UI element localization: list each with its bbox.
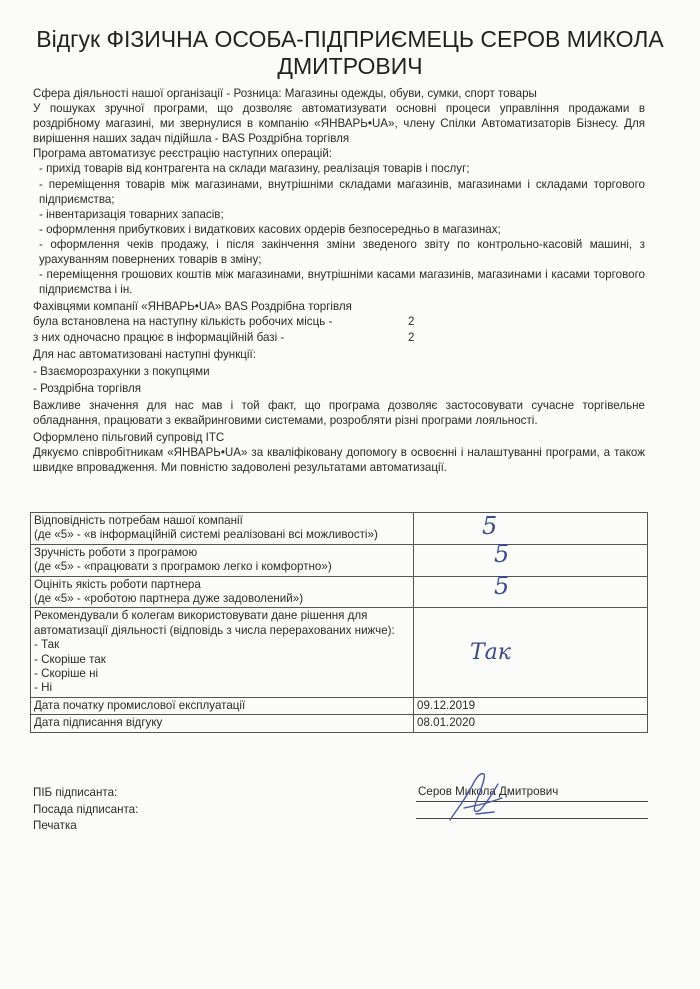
important-paragraph: Важливе значення для нас мав і той факт, що програма дозволяє застосовувати сучасне торгівельне обладнання, працювати з еквайринговими системами, розробляти різні програми лояльності. — [33, 398, 645, 427]
question-cell — [31, 576, 414, 608]
install-line: Фахівцями компанії «ЯНВАРЬ•UA» BAS Роздрібна торгівля — [33, 300, 352, 314]
signer-position-label: Посада підписанта: — [33, 802, 139, 816]
table-row — [31, 697, 648, 714]
operations-heading: Програма автоматизує реєстрацію наступних операцій: — [33, 147, 333, 161]
question-title: Відповідність потребам нашої компанії — [34, 514, 243, 527]
start-date-value: 09.12.2019 — [414, 697, 648, 714]
start-date-label: Дата початку промислової експлуатації — [31, 697, 414, 714]
concurrent-row — [33, 330, 645, 345]
question-hint: (де «5» - «роботою партнера дуже задоволений») — [34, 592, 304, 606]
functions-heading: Для нас автоматизовані наступні функції: — [33, 347, 256, 361]
workplaces-row — [33, 314, 645, 329]
support-line: Оформлено пільговий супровід ІТС — [33, 431, 225, 445]
question-title: Зручність роботи з програмою — [34, 545, 198, 559]
handwritten-answer: 5 — [482, 512, 498, 540]
table-row — [31, 608, 648, 697]
handwritten-answer: Так — [470, 640, 511, 666]
recommend-option: - Скоріше так — [34, 652, 106, 666]
question-cell — [31, 544, 414, 576]
signed-date-label: Дата підписання відгуку — [31, 715, 414, 732]
search-paragraph: У пошуках зручної програми, що дозволяє автоматизувати основні процеси управління продажами в роздрібному магазині, ми звернулися в компанію «ЯНВАРЬ•UA», члену Спілки Автоматизаторів Бізнесу. Для вирішення наших задач підійшла - BAS Роздрібна торгівля — [33, 102, 645, 146]
operation-item: - переміщення товарів між магазинами, внутрішніми складами магазинів, магазинами і складами торгового підприємства; — [39, 177, 645, 206]
concurrent-label: з них одночасно працює в інформаційній базі - — [33, 330, 285, 344]
recommend-option: - Ні — [34, 681, 53, 695]
table-row — [31, 576, 648, 608]
operation-item: - оформлення прибуткових і видаткових касових ордерів безпосередньо в магазинах; — [39, 222, 501, 236]
recommend-option: - Скоріше ні — [34, 667, 99, 681]
workplaces-value: 2 — [408, 315, 415, 329]
stamp-label: Печатка — [33, 819, 77, 832]
handwritten-answer: 5 — [494, 571, 510, 600]
function-item: - Взаєморозрахунки з покупцями — [33, 364, 210, 378]
question-hint: (де «5» - «в інформаційній системі реалізовані всі можливості») — [34, 528, 378, 542]
thanks-paragraph: Дякуємо співробітникам «ЯНВАРЬ•UA» за кваліфіковану допомогу в освоєнні і налаштуванні програми, а також швидке впровадження. Ми повністю задоволені результатами автоматизації. — [33, 446, 645, 475]
document-title: Відгук ФІЗИЧНА ОСОБА-ПІДПРИЄМЕЦЬ СЕРОВ МИКОЛА ДМИТРОВИЧ — [36, 26, 664, 79]
table-row — [31, 513, 648, 545]
operation-item: - інвентаризація товарних запасів; — [39, 207, 224, 221]
concurrent-value: 2 — [408, 330, 415, 344]
answer-cell — [414, 513, 648, 545]
operation-item: - оформлення чеків продажу, і після закінчення зміни зведеного звіту по контрольно-касовій машині, з урахуванням повернених товарів в зміну; — [39, 237, 645, 267]
recommend-option: - Так — [34, 638, 60, 652]
question-cell — [31, 513, 414, 545]
question-title: Оцініть якість роботи партнера — [34, 577, 201, 591]
operation-item: - прихід товарів від контрагента на склади магазину, реалізація товарів і послуг; — [39, 162, 470, 176]
operation-item: - переміщення грошових коштів між магазинами, внутрішніми касами магазинів, магазинами і касами торгового підприємства і ін. — [39, 268, 645, 297]
table-row — [31, 544, 648, 576]
answer-cell — [414, 571, 648, 608]
function-item: - Роздрібна торгівля — [33, 381, 142, 395]
answer-cell — [414, 608, 648, 697]
signer-name-value: Серов Микола Дмитрович — [418, 785, 559, 798]
signed-date-value: 08.01.2020 — [414, 715, 648, 732]
business-field: Сфера діяльності нашої організації - Розница: Магазины одежды, обуви, сумки, спорт товары — [33, 87, 537, 100]
answer-cell — [414, 539, 648, 576]
question-hint: (де «5» - «працювати з програмою легко і комфортно») — [34, 560, 332, 574]
signature-block — [33, 785, 138, 835]
recommend-question: Рекомендували б колегам використовувати дане рішення для автоматизації діяльності (відповідь з числа перерахованих нижче): — [34, 609, 395, 637]
table-row — [31, 715, 648, 732]
question-cell — [31, 608, 414, 697]
handwritten-answer: 5 — [494, 539, 510, 568]
signer-name-label: ПІБ підписанта: — [33, 786, 118, 799]
feedback-table — [30, 512, 648, 733]
review-body — [33, 86, 645, 475]
workplaces-label: була встановлена на наступну кількість робочих місць - — [33, 315, 333, 329]
handwritten-signature — [440, 768, 510, 828]
